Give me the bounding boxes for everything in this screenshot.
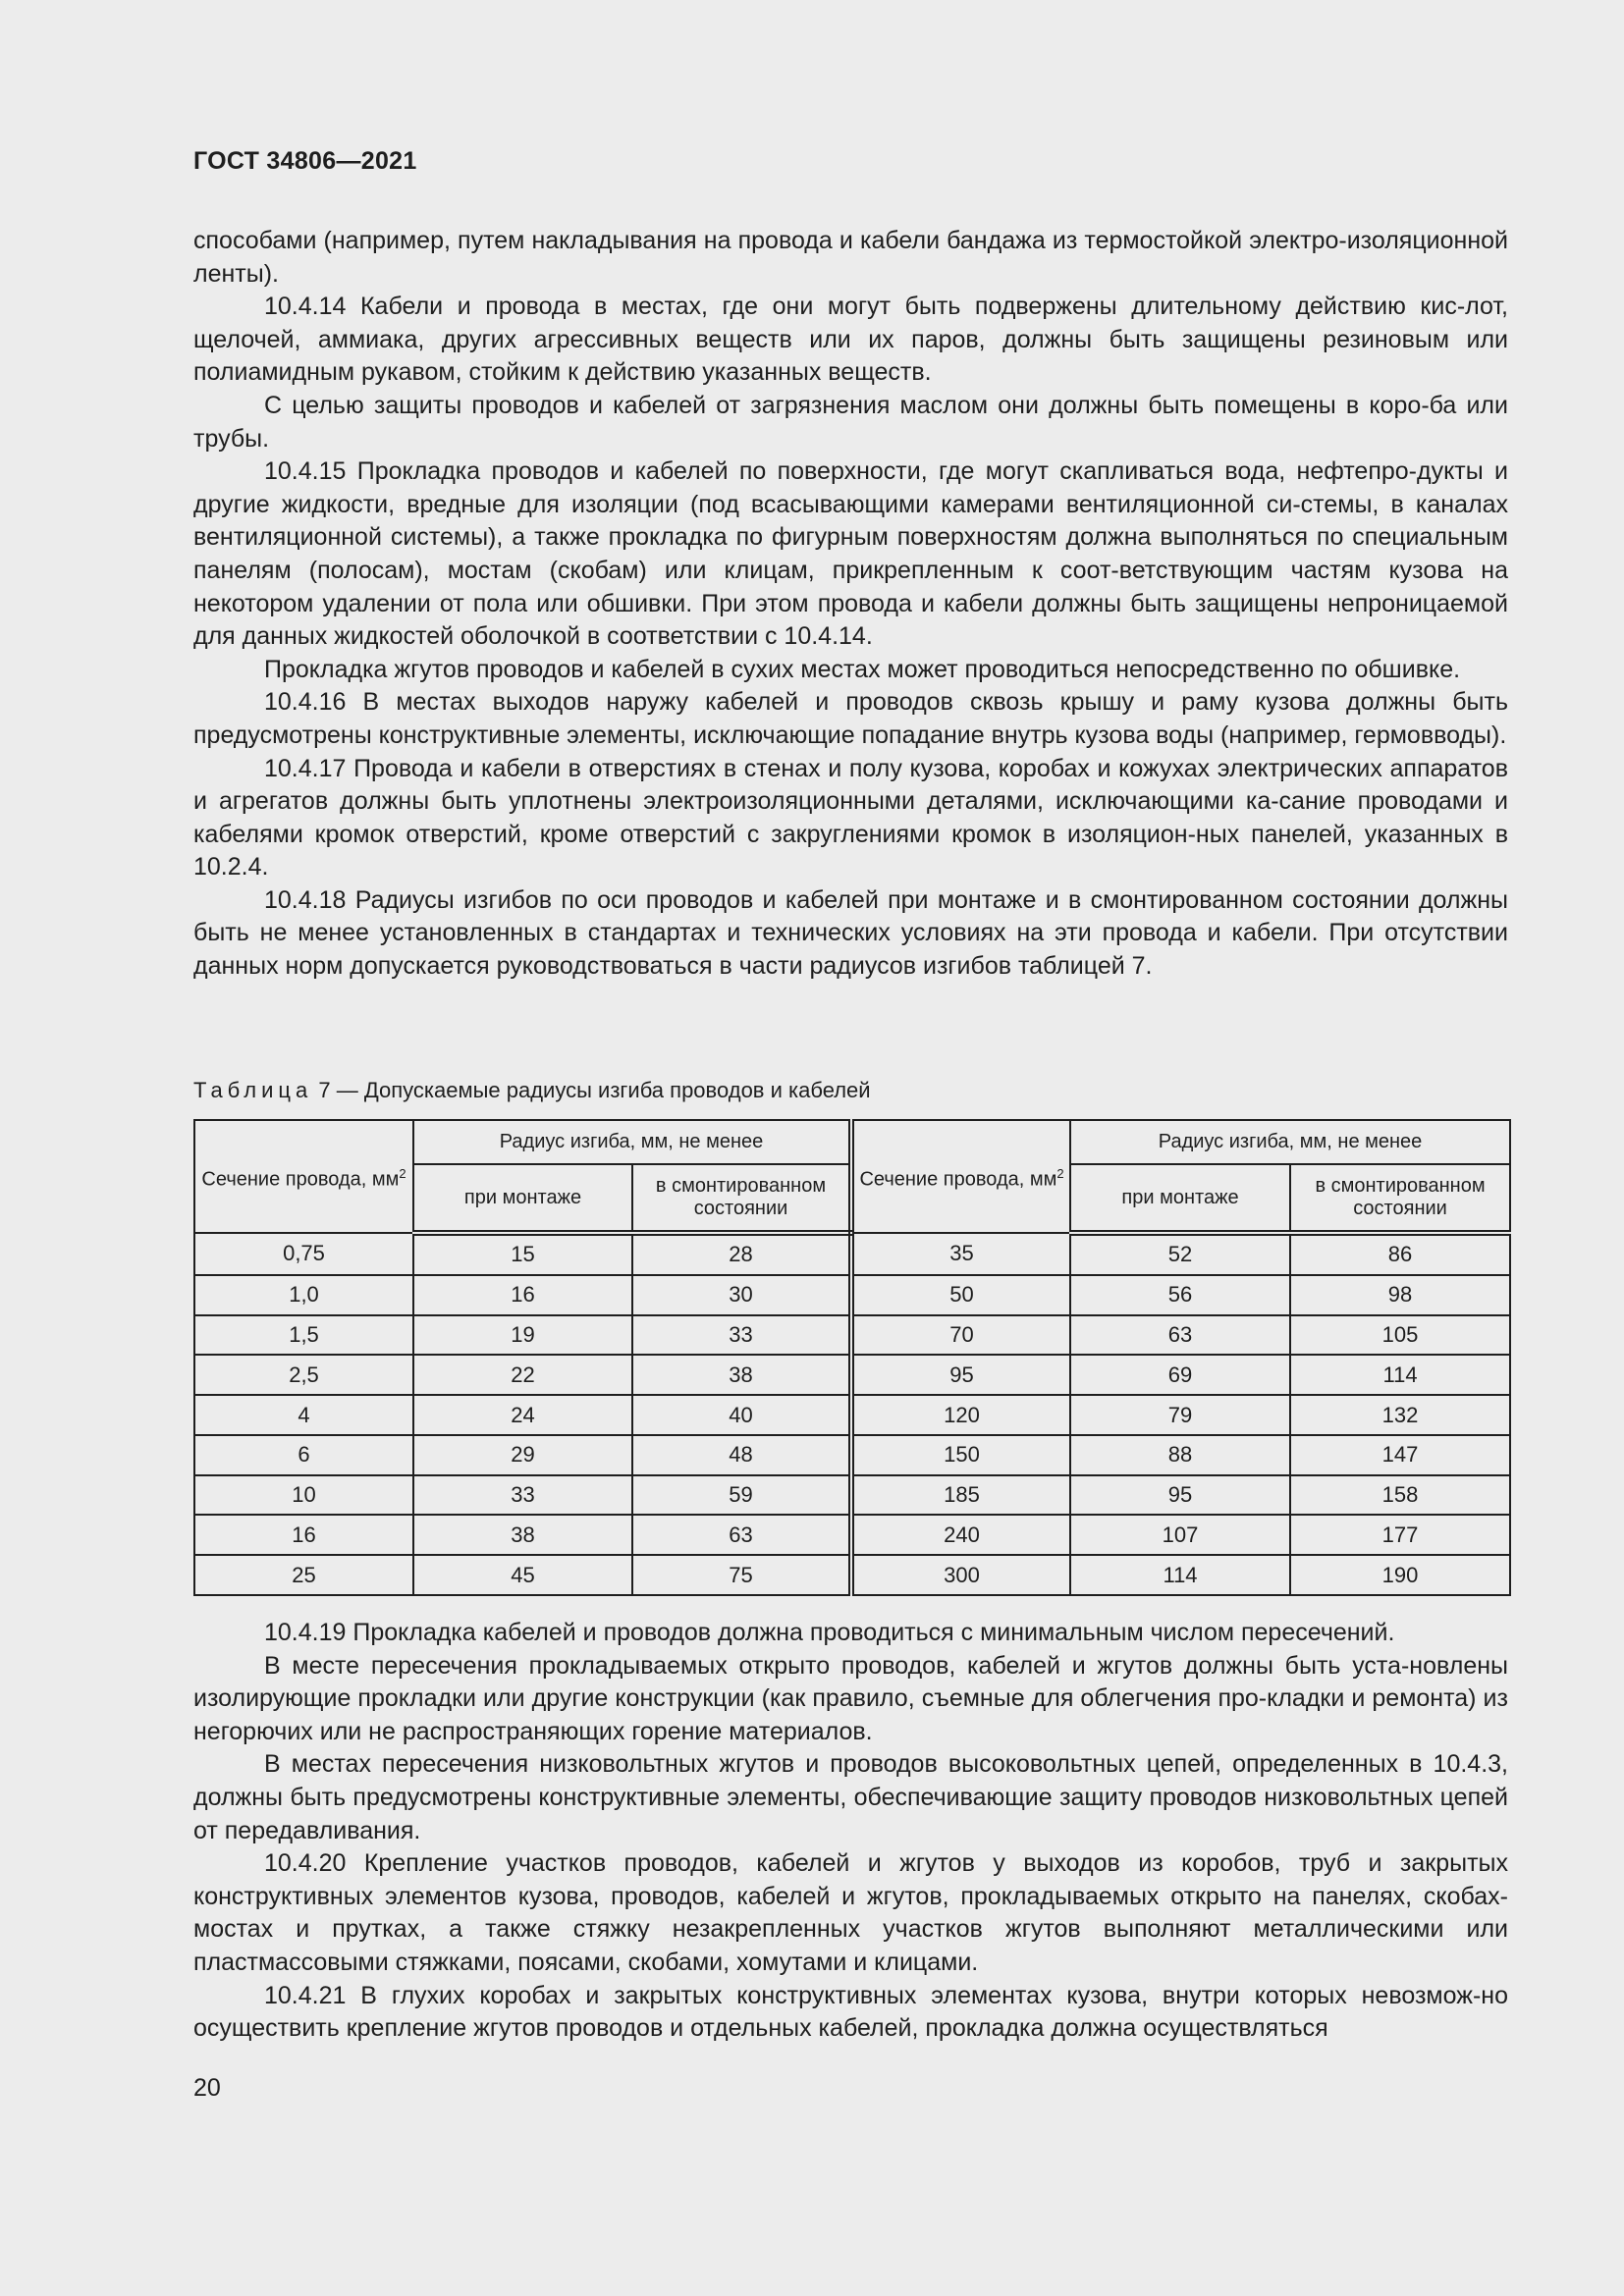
table-cell: 75: [632, 1555, 851, 1595]
table-cell: 177: [1290, 1515, 1510, 1555]
column-header-section-right: Сечение провода, $мм^2$: [851, 1120, 1070, 1233]
table-cell: 25: [194, 1555, 413, 1595]
table-cell: 240: [851, 1515, 1070, 1555]
table-cell: 33: [413, 1475, 632, 1516]
table-cell: 95: [1070, 1475, 1290, 1516]
page-number: 20: [193, 2074, 221, 2102]
table-cell: 35: [851, 1233, 1070, 1275]
table-cell: 147: [1290, 1435, 1510, 1475]
column-header-install-right: при монтаже: [1070, 1164, 1290, 1233]
table-row: [194, 1555, 1510, 1595]
table-cell: 69: [1070, 1355, 1290, 1395]
paragraph: 10.4.15 Прокладка проводов и кабелей по поверхности, где могут скапливаться вода, нефтепро-дукты и другие жидкости, вредные для изоляции (под всасывающими камерами вентиляционной си-стемы, в каналах вентиляционной системы), а также прокладка по фигурным поверхностям должна выполняться по специальным панелям (полосам), мостам (скобам) или клицам, прикрепленным к соот-ветствующим частям кузова на некотором удалении от пола или обшивки. При этом провода и кабели должны быть защищены непроницаемой для данных жидкостей оболочкой в соответствии с 10.4.14.: [193, 457, 1508, 651]
table-cell: 114: [1070, 1555, 1290, 1595]
table-cell: 2,5: [194, 1355, 413, 1395]
table-cell: 95: [851, 1355, 1070, 1395]
bend-radius-table: [193, 1119, 1511, 1596]
table-caption-label: Таблица: [193, 1078, 313, 1102]
table-cell: 63: [632, 1515, 851, 1555]
table-cell: 16: [413, 1275, 632, 1315]
paragraph: 10.4.18 Радиусы изгибов по оси проводов и кабелей при монтаже и в смонтированном состоянии должны быть не менее установленных в стандартах и технических условиях на эти провода и кабели. При отсутствии данных норм допускается руководствоваться в части радиусов изгибов таблицей 7.: [193, 885, 1508, 981]
document-header: ГОСТ 34806—2021: [193, 147, 417, 175]
paragraph: 10.4.20 Крепление участков проводов, кабелей и жгутов у выходов из коробов, труб и закрытых конструктивных элементов кузова, проводов, кабелей и жгутов, прокладываемых открыто на панелях, скобах-мостах и прутках, а также стяжку незакрепленных участков жгутов выполняют металлическими или пластмассовыми стяжками, поясами, скобами, хомутами и клицами.: [193, 1849, 1508, 1976]
table-cell: 38: [632, 1355, 851, 1395]
table-cell: 19: [413, 1315, 632, 1356]
table-row: [194, 1315, 1510, 1356]
table-cell: 56: [1070, 1275, 1290, 1315]
paragraph: В месте пересечения прокладываемых открыто проводов, кабелей и жгутов должны быть уста-новлены изолирующие прокладки или другие конструкции (как правило, съемные для облегчения про-кладки и ремонта) из негорючих или не распространяющих горение материалов.: [193, 1651, 1508, 1745]
table-row: [194, 1515, 1510, 1555]
table-cell: 190: [1290, 1555, 1510, 1595]
table-cell: 30: [632, 1275, 851, 1315]
table-cell: 185: [851, 1475, 1070, 1516]
table-cell: 52: [1070, 1233, 1290, 1275]
column-header-mounted-left: в смонтированном состоянии: [632, 1164, 851, 1233]
table-cell: 114: [1290, 1355, 1510, 1395]
table-cell: 29: [413, 1435, 632, 1475]
table-caption: [193, 1078, 871, 1103]
table-cell: 63: [1070, 1315, 1290, 1356]
table-cell: 45: [413, 1555, 632, 1595]
paragraph: 10.4.14 Кабели и провода в местах, где они могут быть подвержены длительному действию кис-лот, щелочей, аммиака, других агрессивных веществ или их паров, должны быть защищены резиновым или полиамидным рукавом, стойким к действию указанных веществ.: [193, 293, 1508, 387]
table-cell: 86: [1290, 1233, 1510, 1275]
table-cell: 105: [1290, 1315, 1510, 1356]
table-cell: 24: [413, 1395, 632, 1435]
table-cell: 1,5: [194, 1315, 413, 1356]
paragraph: С целью защиты проводов и кабелей от загрязнения маслом они должны быть помещены в коро-ба или трубы.: [193, 391, 1508, 453]
table-row: [194, 1233, 1510, 1275]
table-cell: 70: [851, 1315, 1070, 1356]
table-cell: 28: [632, 1233, 851, 1275]
column-header-section-left: Сечение провода, $мм^2$: [194, 1120, 413, 1233]
table-cell: 120: [851, 1395, 1070, 1435]
table-cell: 6: [194, 1435, 413, 1475]
paragraph: Прокладка жгутов проводов и кабелей в сухих местах может проводиться непосредственно по обшивке.: [264, 655, 1461, 683]
paragraph: В местах пересечения низковольтных жгутов и проводов высоковольтных цепей, определенных в 10.4.3, должны быть предусмотрены конструктивные элементы, обеспечивающие защиту проводов низковольтных цепей от передавливания.: [193, 1750, 1508, 1844]
table-row: [194, 1395, 1510, 1435]
column-header-install-left: при монтаже: [413, 1164, 632, 1233]
table-cell: 16: [194, 1515, 413, 1555]
table-cell: 38: [413, 1515, 632, 1555]
table-cell: 4: [194, 1395, 413, 1435]
table-row: [194, 1275, 1510, 1315]
table-cell: 22: [413, 1355, 632, 1395]
paragraph: 10.4.21 В глухих коробах и закрытых конструктивных элементах кузова, внутри которых невозмож-но осуществить крепление жгутов проводов и отдельных кабелей, прокладка должна осуществляться: [193, 1981, 1508, 2043]
body-text-after-table: [193, 1617, 1508, 2046]
paragraph: 10.4.19 Прокладка кабелей и проводов должна проводиться с минимальным числом пересечений.: [264, 1619, 1395, 1646]
table-cell: 150: [851, 1435, 1070, 1475]
table-cell: 15: [413, 1233, 632, 1275]
column-header-radius-right: Радиус изгиба, мм, не менее: [1070, 1120, 1510, 1164]
column-header-mounted-right: в смонтированном состоянии: [1290, 1164, 1510, 1233]
paragraph: 10.4.16 В местах выходов наружу кабелей и проводов сквозь крышу и раму кузова должны быть предусмотрены конструктивные элементы, исключающие попадание внутрь кузова воды (например, гермовводы).: [193, 688, 1508, 749]
table-cell: 88: [1070, 1435, 1290, 1475]
table-cell: 10: [194, 1475, 413, 1516]
table-row: [194, 1435, 1510, 1475]
paragraph: способами (например, путем накладывания на провода и кабели бандажа из термостойкой электро-изоляционной ленты).: [193, 227, 1508, 288]
table-cell: 107: [1070, 1515, 1290, 1555]
table-cell: 0,75: [194, 1233, 413, 1275]
table-cell: 1,0: [194, 1275, 413, 1315]
table-cell: 98: [1290, 1275, 1510, 1315]
table-cell: 40: [632, 1395, 851, 1435]
table-cell: 59: [632, 1475, 851, 1516]
table-cell: 79: [1070, 1395, 1290, 1435]
column-header-radius-left: Радиус изгиба, мм, не менее: [413, 1120, 851, 1164]
table-caption-title: 7 — Допускаемые радиусы изгиба проводов и кабелей: [312, 1078, 871, 1102]
table-row: [194, 1355, 1510, 1395]
table-cell: 33: [632, 1315, 851, 1356]
table-cell: 300: [851, 1555, 1070, 1595]
table-cell: 48: [632, 1435, 851, 1475]
body-text-before-table: [193, 225, 1508, 984]
table-cell: 50: [851, 1275, 1070, 1315]
table-cell: 132: [1290, 1395, 1510, 1435]
table-cell: 158: [1290, 1475, 1510, 1516]
table-row: [194, 1475, 1510, 1516]
paragraph: 10.4.17 Провода и кабели в отверстиях в стенах и полу кузова, коробах и кожухах электрических аппаратов и агрегатов должны быть уплотнены электроизоляционными деталями, исключающими ка-сание проводами и кабелями кромок отверстий, кроме отверстий с закруглениями кромок в изоляцион-ных панелей, указанных в 10.2.4.: [193, 754, 1508, 881]
